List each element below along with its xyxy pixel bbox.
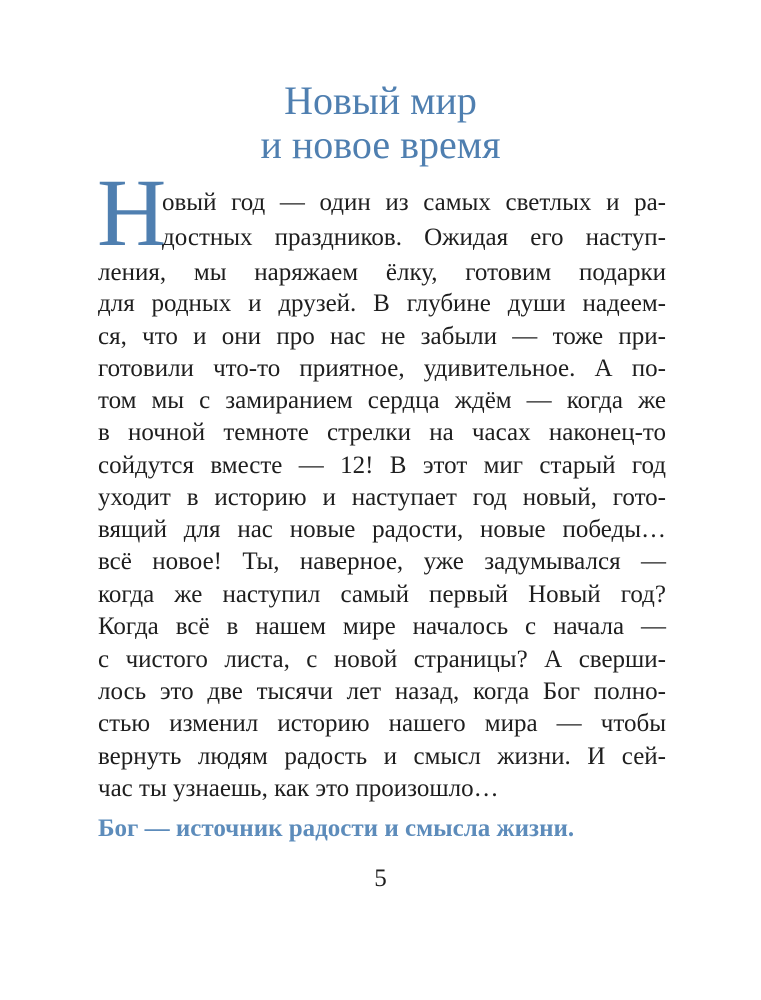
highlight-sentence: Бог — источник радости и смысла жизни. — [98, 815, 575, 842]
body-line: вернуть людям радость и смысл жизни. И сей- — [98, 743, 666, 770]
body-line: стью изменил историю нашего мира — чтобы — [98, 710, 666, 737]
body-line: готовили что-то приятное, удивительное. А по- — [98, 355, 666, 382]
body-line: вящий для нас новые радости, новые победы… — [98, 516, 666, 543]
chapter-title-line-1: Новый мир — [284, 78, 477, 123]
body-line: для родных и друзей. В глубине души надеем- — [98, 290, 666, 317]
body-line: с чистого листа, с новой страницы? А сверши- — [98, 646, 666, 673]
body-line: уходит в историю и наступает год новый, гото- — [98, 484, 666, 511]
body-line: лось это две тысячи лет назад, когда Бог полно- — [98, 678, 666, 705]
body-line: Когда всё в нашем мире началось с начала — — [98, 613, 666, 640]
body-line: том мы с замиранием сердца ждём — когда же — [98, 387, 666, 414]
body-line: сойдутся вместе — 12! В этот миг старый год — [98, 452, 666, 479]
body-line: час ты узнаешь, как это произошло… — [98, 775, 499, 802]
body-line: всё новое! Ты, наверное, уже задумывался — — [98, 548, 666, 575]
body-line: ся, что и они про нас не забыли — тоже при- — [98, 323, 666, 350]
chapter-title-line-2: и новое время — [260, 122, 501, 167]
body-line: когда же наступил самый первый Новый год? — [98, 581, 666, 608]
body-line: в ночной темноте стрелки на часах наконец-то — [98, 419, 666, 446]
page-number: 5 — [374, 865, 387, 892]
body-line: овый год — один из самых светлых и ра- — [162, 189, 666, 216]
drop-cap: Н — [97, 159, 167, 266]
body-line: достных праздников. Ожидая его наступ- — [162, 224, 666, 251]
body-line: ления, мы наряжаем ёлку, готовим подарки — [98, 259, 666, 286]
